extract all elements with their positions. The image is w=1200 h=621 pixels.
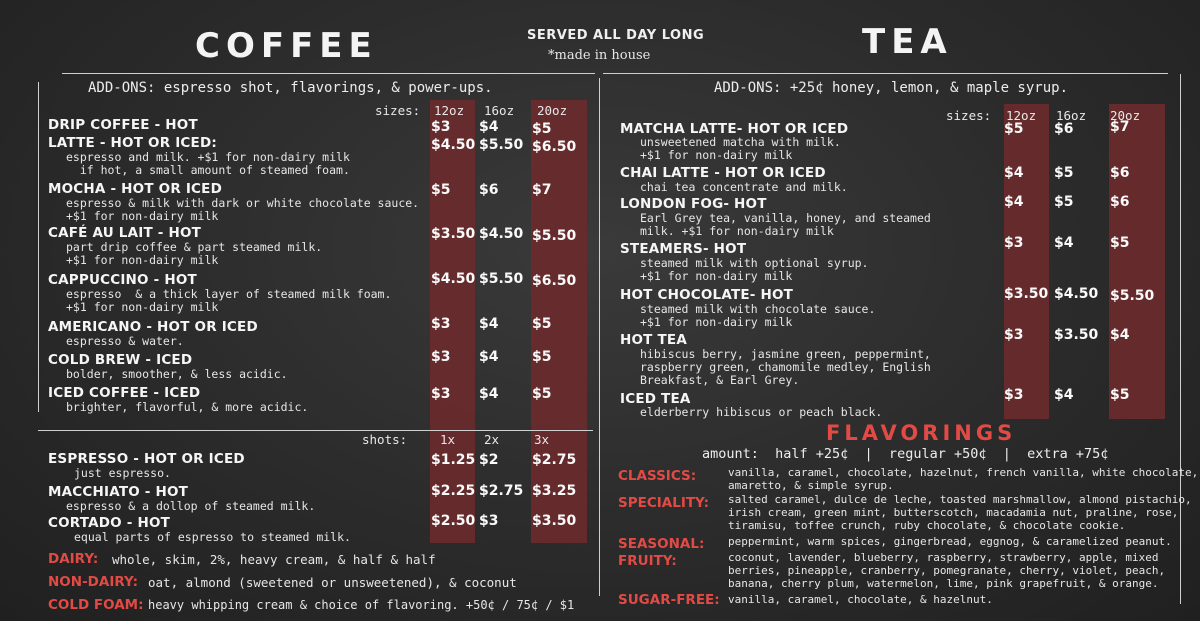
price-12oz: $3 [431,316,451,332]
price-2x: $2.75 [479,483,524,499]
price-20oz: $5 [532,386,552,402]
price-12oz: $3 [1004,387,1024,403]
flavor-list-line: coconut, lavender, blueberry, raspberry, strawberry, apple, mixed [728,551,1159,564]
tea-right-rule [1180,74,1181,604]
item-description: elderberry hibiscus or peach black. [640,405,883,419]
price-16oz: $4 [1054,235,1074,251]
price-16oz: $4.50 [1054,286,1099,302]
item-name: HOT TEA [620,332,687,348]
milk-text: heavy whipping cream & choice of flavoring. +50¢ / 75¢ / $1 [148,598,575,612]
flavor-list-line: banana, cherry plum, watermelon, lime, pink grapefruit, & orange. [728,577,1159,590]
center-divider [599,78,600,596]
item-description: espresso & milk with dark or white chocolate sauce. [66,196,420,210]
flavor-list-line: salted caramel, dulce de leche, toasted marshmallow, almond pistachio, [728,493,1192,506]
coffee-espresso-rule [38,430,593,431]
item-description: espresso and milk. +$1 for non-dairy milk [66,150,350,164]
price-16oz: $5 [1054,194,1074,210]
flavor-list-line: vanilla, caramel, chocolate, & hazelnut. [728,593,993,606]
price-20oz: $5.50 [1110,288,1155,304]
price-16oz: $4 [479,386,499,402]
tea-12oz-column [1004,104,1049,419]
item-name: AMERICANO - HOT OR ICED [48,319,258,335]
tea-top-rule [603,73,1168,74]
flavorings-title: FLAVORINGS [826,421,1017,445]
price-20oz: $6.50 [532,139,577,155]
price-20oz: $5.50 [532,228,577,244]
price-3x: $3.25 [532,483,577,499]
tea-20oz-column [1109,104,1165,419]
coffee-top-rule [62,73,595,74]
item-description: equal parts of espresso to steamed milk. [74,530,351,544]
price-20oz: $6 [1110,165,1130,181]
price-16oz: $4.50 [479,226,524,242]
price-20oz: $5 [1110,235,1130,251]
item-description: espresso & a dollop of steamed milk. [66,499,316,513]
flavor-list-line: amaretto, & simple syrup. [728,479,894,492]
flavor-list-line: berries, pineapple, cranberry, pomegranate, cherry, violet, peach, [728,564,1166,577]
price-12oz: $3 [431,349,451,365]
coffee-title: COFFEE [195,26,378,66]
flavorings-amounts: amount: half +25¢ | regular +50¢ | extra +75¢ [702,446,1109,462]
price-16oz: $5.50 [479,137,524,153]
flavor-group-label: CLASSICS: [618,468,697,484]
price-1x: $2.50 [431,513,476,529]
price-2x: $2 [479,452,499,468]
item-description: +$1 for non-dairy milk [640,269,793,283]
price-12oz: $5 [1004,121,1024,137]
item-name: ESPRESSO - HOT OR ICED [48,451,245,467]
item-description: unsweetened matcha with milk. [640,135,841,149]
price-16oz: $4 [479,316,499,332]
item-name: ICED TEA [620,391,691,407]
item-description: +$1 for non-dairy milk [66,209,219,223]
flavor-list-line: tiramisu, toffee crunch, ruby chocolate, & chocolate cookie. [728,519,1126,532]
item-description: +$1 for non-dairy milk [640,315,793,329]
shots-1x: 1x [440,432,456,447]
coffee-size-12oz: 12oz [434,103,465,118]
flavor-group-label: SUGAR-FREE: [618,592,720,608]
item-description: +$1 for non-dairy milk [66,300,219,314]
price-12oz: $3.50 [431,226,476,242]
item-description: Earl Grey tea, vanilla, honey, and steamed [640,211,931,225]
item-description: +$1 for non-dairy milk [640,148,793,162]
item-name: ICED COFFEE - ICED [48,385,201,401]
coffee-left-rule [38,82,39,412]
item-description: bolder, smoother, & less acidic. [66,367,288,381]
milk-label: NON-DAIRY: [48,574,139,590]
item-name: COLD BREW - ICED [48,352,193,368]
item-description: raspberry green, chamomile medley, English [640,360,931,374]
flavor-group-label: FRUITY: [618,553,677,569]
tea-addons: ADD-ONS: +25¢ honey, lemon, & maple syrup. [714,80,1069,96]
item-name: CAFÉ AU LAIT - HOT [48,225,202,241]
price-12oz: $3 [431,386,451,402]
item-description: steamed milk with chocolate sauce. [640,302,876,316]
flavor-list-line: irish cream, green mint, butterscotch, macadamia nut, praline, rose, [728,506,1179,519]
tea-size-12oz: 12oz [1006,108,1037,123]
milk-label: COLD FOAM: [48,597,144,613]
shots-2x: 2x [484,432,500,447]
item-name: DRIP COFFEE - HOT [48,117,198,133]
flavor-group-label: SPECIALITY: [618,495,710,511]
tea-title: TEA [862,22,953,62]
item-name: LONDON FOG- HOT [620,196,767,212]
milk-text: oat, almond (sweetened or unsweetened), & coconut [148,575,517,590]
price-20oz: $7 [532,182,552,198]
item-description: +$1 for non-dairy milk [66,253,219,267]
tea-sizes-label: sizes: [946,108,992,123]
item-description: just espresso. [74,466,171,480]
price-20oz: $6 [1110,194,1130,210]
price-12oz: $5 [431,182,451,198]
price-16oz: $5 [1054,165,1074,181]
item-name: CORTADO - HOT [48,515,171,531]
item-description: espresso & a thick layer of steamed milk foam. [66,287,392,301]
flavor-group-label: SEASONAL: [618,536,705,552]
item-name: MOCHA - HOT OR ICED [48,181,222,197]
shots-label: shots: [362,432,408,447]
price-16oz: $6 [479,182,499,198]
price-16oz: $4 [479,349,499,365]
price-12oz: $4 [1004,165,1024,181]
price-16oz: $4 [479,119,499,135]
item-description: chai tea concentrate and milk. [640,180,848,194]
item-description: espresso & water. [66,334,184,348]
tea-size-16oz: 16oz [1056,108,1087,123]
price-20oz: $4 [1110,327,1130,343]
flavor-list-line: peppermint, warm spices, gingerbread, eggnog, & caramelized peanut. [728,535,1172,548]
flavor-list-line: vanilla, caramel, chocolate, hazelnut, french vanilla, white chocolate, [728,466,1199,479]
price-20oz: $5 [532,349,552,365]
price-16oz: $3.50 [1054,327,1099,343]
coffee-sizes-label: sizes: [375,103,421,118]
price-1x: $1.25 [431,452,476,468]
price-12oz: $3 [1004,235,1024,251]
price-20oz: $6.50 [532,273,577,289]
item-description: brighter, flavorful, & more acidic. [66,400,309,414]
price-20oz: $5 [532,121,552,137]
price-12oz: $3 [431,119,451,135]
price-20oz: $5 [1110,387,1130,403]
price-16oz: $5.50 [479,271,524,287]
coffee-size-20oz: 20oz [537,103,568,118]
price-20oz: $7 [1110,119,1130,135]
milk-label: DAIRY: [48,551,99,567]
price-12oz: $3.50 [1004,286,1049,302]
milk-text: whole, skim, 2%, heavy cream, & half & half [112,552,436,567]
item-name: STEAMERS- HOT [620,241,747,257]
item-name: MACCHIATO - HOT [48,484,189,500]
item-name: LATTE - HOT OR ICED: [48,135,217,151]
price-12oz: $4.50 [431,271,476,287]
price-12oz: $3 [1004,327,1024,343]
price-2x: $3 [479,513,499,529]
item-name: CHAI LATTE - HOT OR ICED [620,165,826,181]
price-16oz: $6 [1054,121,1074,137]
price-3x: $2.75 [532,452,577,468]
shots-3x: 3x [534,432,550,447]
coffee-addons: ADD-ONS: espresso shot, flavorings, & power-ups. [88,80,493,96]
item-name: MATCHA LATTE- HOT OR ICED [620,121,849,137]
served-all-day-label: SERVED ALL DAY LONG [527,28,705,43]
item-description: milk. +$1 for non-dairy milk [640,224,834,238]
item-name: HOT CHOCOLATE- HOT [620,287,794,303]
item-description: if hot, a small amount of steamed foam. [66,163,350,177]
price-3x: $3.50 [532,513,577,529]
coffee-size-16oz: 16oz [484,103,515,118]
price-20oz: $5 [532,316,552,332]
tea-size-20oz: 20oz [1110,108,1141,123]
price-1x: $2.25 [431,483,476,499]
made-in-house-note: *made in house [548,48,651,63]
item-description: Breakfast, & Earl Grey. [640,373,800,387]
item-description: steamed milk with optional syrup. [640,256,869,270]
item-name: CAPPUCCINO - HOT [48,272,197,288]
price-16oz: $4 [1054,387,1074,403]
price-12oz: $4 [1004,194,1024,210]
price-12oz: $4.50 [431,137,476,153]
item-description: part drip coffee & part steamed milk. [66,240,323,254]
item-description: hibiscus berry, jasmine green, peppermint, [640,347,931,361]
